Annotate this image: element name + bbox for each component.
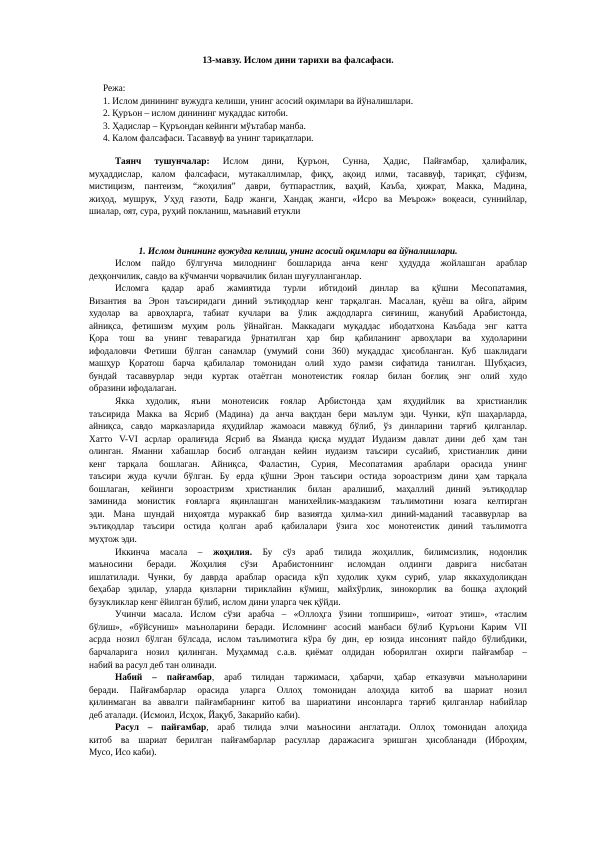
body-text: [89, 258, 527, 760]
key-concepts-first-line: Таянч тушунчалар: Ислом дини, Қуръон, Сунна, Ҳадис, Пайғамбар, ҳалифалик,: [115, 157, 527, 167]
body-line: набий ва расул деб тан олинади.: [89, 660, 217, 671]
body-line: ифодаловчи Фетиши бўлган санамлар (умумий сони 360) муқаддас ҳисобланган. Куб шаклидаги: [89, 346, 527, 357]
section-heading: 1. Ислом динининг вужудга келиши, унинг асосий оқимлари ва йўналишлари.: [138, 247, 458, 257]
body-line: олинган. Яманни хабашлар босиб олгандан кейин иудаизм таъсири сусайиб, христианлик дини: [89, 447, 527, 458]
body-line: Якка худолик, яъни монотеисик ғоялар Арбистонда ҳам яҳудийлик ва христианлик: [115, 397, 527, 408]
plan-item: 1. Ислом динининг вужудга келиши, унинг асосий оқимлари ва йўналишлари.: [103, 96, 414, 107]
key-concepts-line: шиалар, оят, сура, руҳий покланиш, маънавий етукли: [89, 207, 301, 218]
key-concepts-line: жиҳод, мушрук, Уҳуд ғазоти, Бадр жанги, Хандақ жанги, «Исро ва Меърож» воқеаси, суннийлар,: [89, 194, 527, 205]
body-line: муҳтож эди.: [89, 535, 137, 546]
body-line: ишлатилади. Чунки, бу даврда араблар орасида кўп худолик ҳукм суриб, улар яккахудоликдан: [89, 572, 527, 583]
plan-item: 2. Қуръон – ислом динининг муқаддас китоби.: [103, 109, 288, 120]
page-title: 13-мавзу. Ислом дини тарихи ва фалсафаси.: [202, 55, 394, 66]
body-line: Иккинча масала – жоҳилия. Бу сўз араб тилида жоҳиллик, билимсизлик, нодонлик: [115, 547, 527, 558]
body-line: Учинчи масала. Ислом сўзи арабча – «Оллоҳга ўзини топшириш», «итоат этиш», «таслим: [115, 610, 527, 621]
body-line: таъсирида Макка ва Ясриб (Мадина) да анча вақтдан бери маълум эди. Чунки, кўп шаҳарларда,: [89, 409, 527, 420]
body-line: асрда нозил бўлган бўлсада, ислом таълимотига кўра бу дин, ер юзида инсоният пайдо бўлибдики,: [89, 635, 527, 646]
body-line: образини ифодалаган.: [89, 384, 177, 395]
body-line: бошлаган, кейинги зороастризм христианлик билан аралишиб, маҳаллий диний эътиқодлар: [89, 484, 527, 495]
body-line: Набий – пайғамбар, араб тилидан таржимаси, ҳабарчи, ҳабар етказувчи маъноларини: [115, 673, 527, 684]
body-line: бундай тасаввурлар энди куртак отаётган монотеистик ғоялар билан боғлиқ энг олий худо: [89, 371, 527, 382]
body-line: Византия ва Эрон таъсиридаги диний эътиқодлар кенг тарқалган. Масалан, қуёш ва ойга, айрим: [89, 296, 527, 307]
body-line: маъносини беради. Жоҳилия сўзи Арабистоннинг исломдан олдинги даврига нисбатан: [89, 560, 527, 571]
body-line: Хатто V-VI асрлар оралиғида Ясриб ва Яманда қисқа муддат Иудаизм давлат дини деб ҳам тан: [89, 434, 527, 445]
body-line: барчаларига нозил қилинган. Муҳаммад с.а.в. қиёмат олдидан юборилган охирги пайғамбар –: [89, 647, 527, 658]
body-line: эди. Мана шундай ниҳоятда мураккаб бир вазиятда ҳилма-хил диний-маданий тасаввурлар ва: [89, 509, 527, 520]
body-line: айниқса, фетишизм муҳим роль ўйнайган. Маккадаги муқаддас ибодатхона Каъбада энг катта: [89, 321, 527, 332]
body-line: Расул – пайғамбар, араб тилида элчи маъносини англатади. Оллоҳ томонидан алоҳида: [115, 723, 527, 734]
body-line: бузукликлар кенг ёйилган бўлиб, ислом дини уларга чек қўйди.: [89, 597, 341, 608]
body-line: машҳур Қоратош барча қабилалар томонидан олий худо рамзи сифатида танилган. Шубҳасиз,: [89, 359, 527, 370]
body-line: бўлиш», «бўйсуниш» маъноларини беради. Исломнинг асосий манбаси бўлиб Қуръони Карим VII: [89, 622, 527, 633]
key-concepts-line: мистицизм, пантеизм, “жоҳилия” даври, бутпарастлик, ваҳий, Каъба, ҳижрат, Макка, Мадина,: [89, 182, 527, 193]
body-line: беради. Пайғамбарлар орасида уларга Оллоҳ томонидан алоҳида китоб ва шариат нозил: [89, 685, 527, 696]
body-line: таъсири жуда кучли бўлган. Бу ерда қўшни Эрон таъсири остида зороастризм дини ҳам тарқала: [89, 472, 527, 483]
plan-list: [103, 83, 413, 146]
plan-item: 3. Ҳадислар – Қуръондан кейинги мўътабар манба.: [103, 121, 306, 132]
body-line: Исломга қадар араб жамиятида турли ибтидоий динлар ва қўшни Месопатамия,: [115, 284, 527, 295]
body-line: деҳқончилик, савдо ва кўчманчи чорвачилик билан шуғулланганлар.: [89, 271, 362, 282]
key-concepts-line: муҳаддислар, калом фалсафаси, мутакаллимлар, фиқҳ, ақоид илми, тасаввуф, тариқат, сўфизм,: [89, 169, 527, 180]
body-line: кенг тарқала бошлаган. Айниқса, Фаластин, Сурия, Месопатамия араблари орасида унинг: [89, 459, 527, 470]
body-line: заминида монистик ғояларга яқинлашган манихейлик-маздакизм таълимотини юзага келтирган: [89, 497, 527, 508]
body-line: Қора тош ва унинг теварагида ўрнатилган ҳар бир қабиланинг арвоҳлари ва худоларини: [89, 334, 527, 345]
plan-item: 4. Калом фалсафаси. Тасаввуф ва унинг тариқатлари.: [103, 134, 314, 145]
body-line: деб аталади. (Исмоил, Исҳок, Йақуб, Закарийо каби).: [89, 710, 301, 721]
key-concepts-label: Таянч тушунчалар:: [115, 157, 210, 167]
body-line: эътиқодлар таъсири остида қолган араб қабилалари ўзига хос монотеистик диний таълимотга: [89, 522, 527, 533]
body-line: Ислом пайдо бўлгунча милоднинг бошларида анча кенг ҳудудда жойлашган араблар: [115, 259, 527, 269]
body-line: худолар ва арвоҳларга, табиат кучлари ва ўлик аждодларга сиғиниш, жанубий Арабистонда,: [89, 309, 527, 320]
body-line: китоб ва шариат берилган пайғамбарлар расуллар даражасига эришган ҳисобланади (Иброҳим,: [89, 735, 527, 746]
body-line: беҳабар эдилар, уларда қизларни тириклайин кўмиш, майхўрлик, зинокорлик ва бошқа аҳлоқий: [89, 585, 527, 596]
plan-heading: Режа:: [103, 84, 126, 94]
body-line: қилинмаган ва аввалги пайғамбарнинг китоб ва шариатини инсонларга тарғиб қилганлар набийлар: [89, 698, 527, 709]
key-concepts-paragraph: [89, 156, 527, 219]
body-line: айниқса, савдо марказларида яҳудийлар жамоаси мавжуд бўлиб, ўз динларини тарғиб қилганлар.: [89, 422, 527, 433]
body-line: Мусо, Исо каби).: [89, 748, 157, 759]
